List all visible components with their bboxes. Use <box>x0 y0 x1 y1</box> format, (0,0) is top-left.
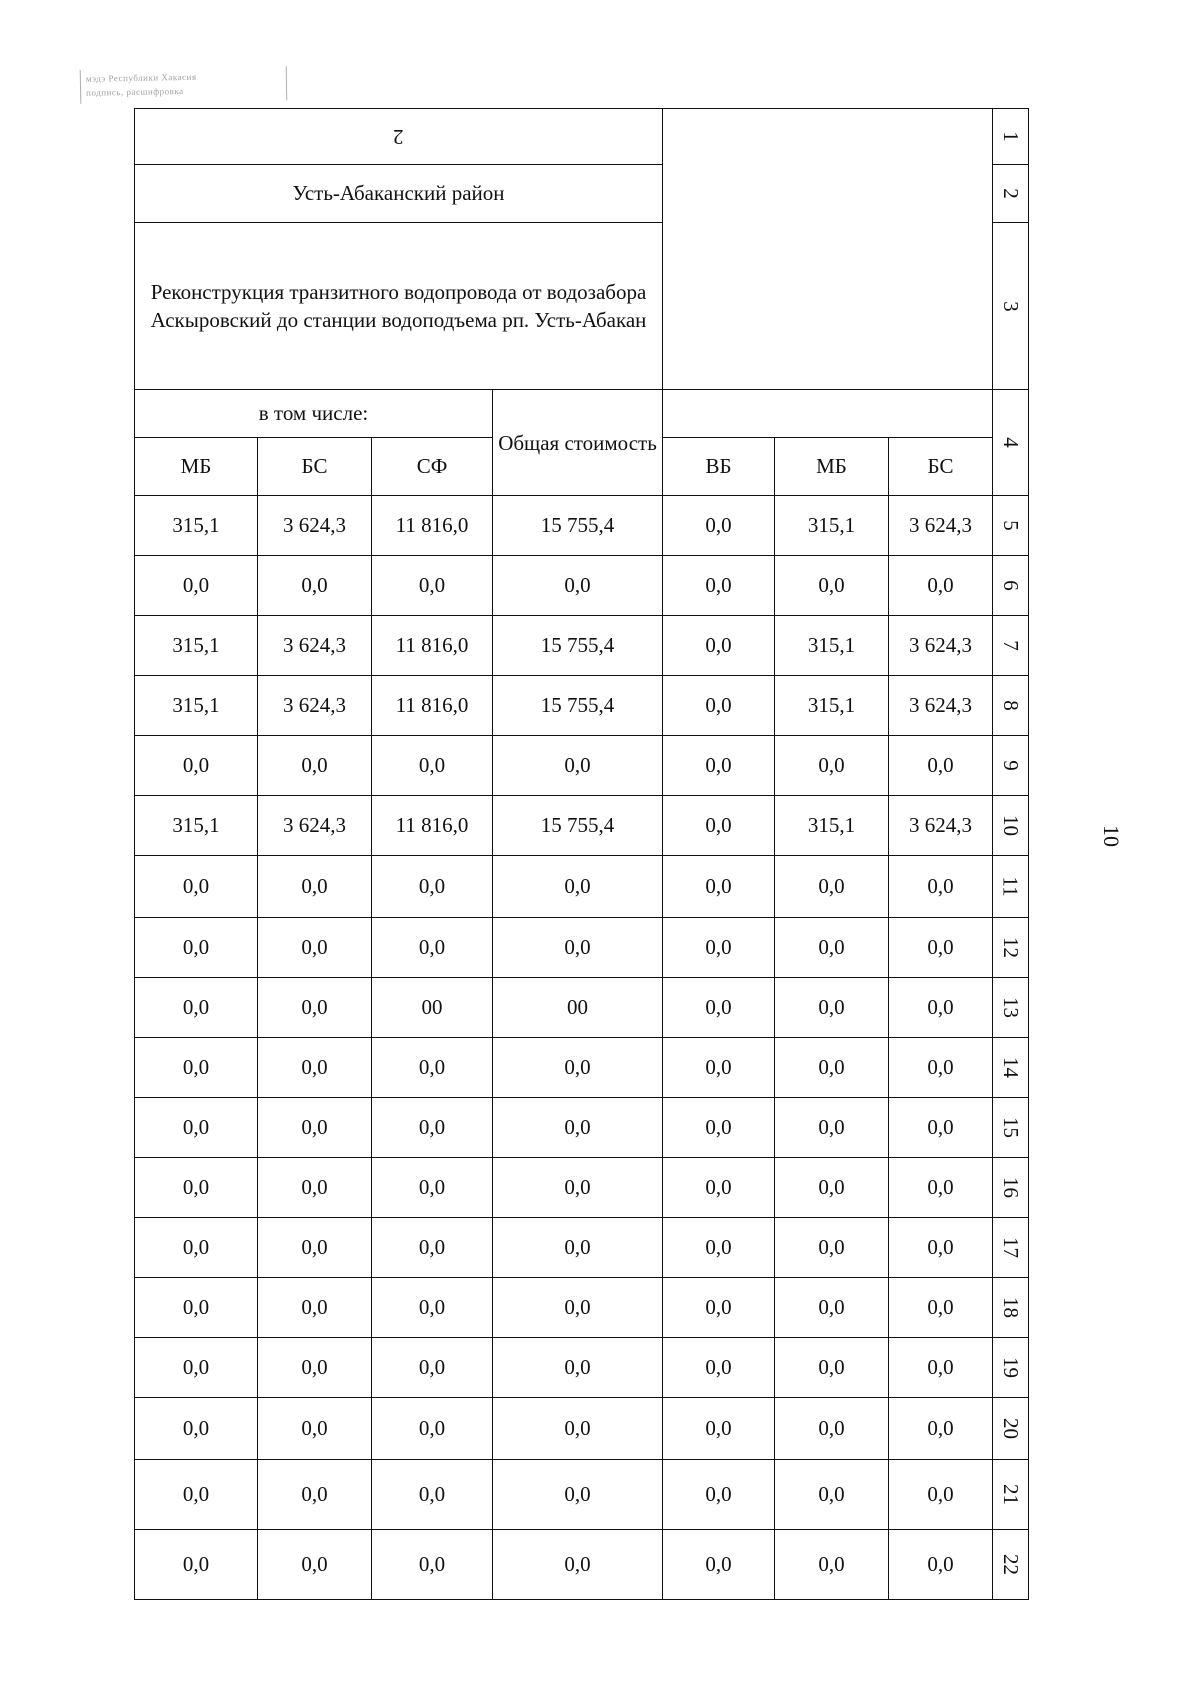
table-cell: 0,0 <box>258 1098 372 1158</box>
registration-stamp <box>80 60 291 110</box>
table-cell: 0,0 <box>889 1398 993 1460</box>
table-cell: 0,0 <box>372 1398 493 1460</box>
row-number: 17 <box>999 1237 1024 1258</box>
table-cell: 0,0 <box>663 676 775 736</box>
row-number-cell <box>993 1038 1029 1098</box>
row-number: 3 <box>999 300 1024 312</box>
table-cell: 0,0 <box>663 1338 775 1398</box>
table-cell: 00 <box>493 978 663 1038</box>
table-row <box>135 978 1029 1038</box>
table-cell: 0,0 <box>258 856 372 918</box>
table-cell: 0,0 <box>775 978 889 1038</box>
table-cell: 0,0 <box>372 1038 493 1098</box>
table-cell: 315,1 <box>135 616 258 676</box>
row-number-cell <box>993 556 1029 616</box>
table-cell: 0,0 <box>258 1278 372 1338</box>
table-row <box>135 1398 1029 1460</box>
project-title-cell <box>135 223 663 390</box>
row-number-cell <box>993 856 1029 918</box>
table-cell: 0,0 <box>663 1460 775 1530</box>
table-cell: 0,0 <box>258 1158 372 1218</box>
table-cell: 0,0 <box>889 736 993 796</box>
row-number-cell <box>993 1338 1029 1398</box>
row-number-cell <box>993 109 1029 165</box>
row-number: 13 <box>999 997 1024 1018</box>
row-number: 4 <box>999 437 1024 448</box>
table-cell: 0,0 <box>135 1338 258 1398</box>
table-row <box>135 1098 1029 1158</box>
table-cell: 15 755,4 <box>493 616 663 676</box>
table-cell: 315,1 <box>775 676 889 736</box>
blank-header-block <box>663 109 993 390</box>
table-cell: 0,0 <box>889 1460 993 1530</box>
table-cell: 0,0 <box>775 918 889 978</box>
table-cell: 0,0 <box>372 556 493 616</box>
table-cell: 15 755,4 <box>493 676 663 736</box>
table-cell: 3 624,3 <box>889 796 993 856</box>
column-header: БС <box>889 438 993 496</box>
row-number-cell <box>993 1098 1029 1158</box>
table-cell: 0,0 <box>775 556 889 616</box>
row-number-cell <box>993 1218 1029 1278</box>
table-cell: 0,0 <box>372 1278 493 1338</box>
row-number: 15 <box>999 1117 1024 1138</box>
table-cell: 0,0 <box>663 918 775 978</box>
row-number: 7 <box>999 640 1024 651</box>
table-cell: 0,0 <box>258 1398 372 1460</box>
table-cell: 0,0 <box>663 856 775 918</box>
table-cell: 11 816,0 <box>372 796 493 856</box>
table-cell: 0,0 <box>663 1398 775 1460</box>
row-number: 2 <box>999 188 1024 199</box>
table-cell: 0,0 <box>135 1460 258 1530</box>
table-cell: 0,0 <box>775 1158 889 1218</box>
table-cell: 3 624,3 <box>889 616 993 676</box>
table-cell: 0,0 <box>372 1460 493 1530</box>
table-cell: 3 624,3 <box>889 496 993 556</box>
including-label-cell <box>135 390 493 438</box>
table-cell: 0,0 <box>775 856 889 918</box>
table-cell: 15 755,4 <box>493 796 663 856</box>
row-number-cell <box>993 1530 1029 1600</box>
table-cell: 0,0 <box>663 736 775 796</box>
table-cell: 0,0 <box>372 918 493 978</box>
table-cell: 0,0 <box>493 1338 663 1398</box>
table-cell: 0,0 <box>775 1278 889 1338</box>
table-cell: 0,0 <box>135 736 258 796</box>
table-cell: 0,0 <box>889 1158 993 1218</box>
table-cell: 0,0 <box>493 1278 663 1338</box>
table-cell: 0,0 <box>258 978 372 1038</box>
table-row <box>135 556 1029 616</box>
table-cell: 0,0 <box>775 1398 889 1460</box>
table-cell: 0,0 <box>258 556 372 616</box>
table-cell: 0,0 <box>663 556 775 616</box>
table-cell: 0,0 <box>889 1098 993 1158</box>
row-number: 21 <box>999 1484 1024 1505</box>
table-cell: 0,0 <box>493 736 663 796</box>
table-cell: 00 <box>372 978 493 1038</box>
table-cell: 0,0 <box>663 496 775 556</box>
table-cell: 0,0 <box>775 1098 889 1158</box>
table-cell: 0,0 <box>372 1218 493 1278</box>
table-cell: 0,0 <box>135 918 258 978</box>
table-cell: 0,0 <box>889 1038 993 1098</box>
table-cell: 0,0 <box>493 918 663 978</box>
total-cost-label: Общая стоимость <box>498 430 657 455</box>
table-cell: 0,0 <box>889 1530 993 1600</box>
table-cell: 0,0 <box>775 736 889 796</box>
table-row <box>135 796 1029 856</box>
row-number-cell <box>993 736 1029 796</box>
table-cell: 0,0 <box>372 1338 493 1398</box>
row-number-cell <box>993 1398 1029 1460</box>
page-number: 10 <box>1099 825 1124 847</box>
column-header: ВБ <box>663 438 775 496</box>
table-cell: 0,0 <box>258 736 372 796</box>
row-number: 14 <box>999 1057 1024 1078</box>
table-cell: 0,0 <box>135 978 258 1038</box>
table-row <box>135 918 1029 978</box>
table-cell: 315,1 <box>135 496 258 556</box>
table-cell: 3 624,3 <box>889 676 993 736</box>
table-row <box>135 1338 1029 1398</box>
row-number: 8 <box>999 700 1024 711</box>
table-cell: 0,0 <box>493 556 663 616</box>
table-cell: 315,1 <box>135 796 258 856</box>
district-cell <box>135 165 663 223</box>
row-number: 11 <box>999 876 1024 897</box>
row-number: 1 <box>999 131 1024 142</box>
row-number-cell <box>993 1460 1029 1530</box>
table-cell: 0,0 <box>372 1530 493 1600</box>
table-cell: 0,0 <box>135 1218 258 1278</box>
including-label: в том числе: <box>258 401 369 425</box>
row-number-cell <box>993 1278 1029 1338</box>
table-cell: 0,0 <box>372 736 493 796</box>
table-cell: 0,0 <box>258 1530 372 1600</box>
table-cell: 0,0 <box>135 1530 258 1600</box>
total-cost-header <box>493 390 663 496</box>
header-number-cell <box>135 109 663 165</box>
table-cell: 0,0 <box>372 1158 493 1218</box>
table-cell: 0,0 <box>663 796 775 856</box>
table-cell: 0,0 <box>493 1460 663 1530</box>
table-cell: 0,0 <box>135 1398 258 1460</box>
table-cell: 0,0 <box>258 1038 372 1098</box>
table-cell: 0,0 <box>258 918 372 978</box>
table-cell: 0,0 <box>889 1218 993 1278</box>
row-number: 16 <box>999 1177 1024 1198</box>
row-number-cell <box>993 390 1029 496</box>
column-header: СФ <box>372 438 493 496</box>
row-number-cell <box>993 496 1029 556</box>
table-cell: 315,1 <box>775 796 889 856</box>
table-row <box>135 1218 1029 1278</box>
table-cell: 11 816,0 <box>372 496 493 556</box>
table-cell: 0,0 <box>372 1098 493 1158</box>
row-number: 19 <box>999 1357 1024 1378</box>
table-cell: 0,0 <box>135 1278 258 1338</box>
table-row <box>135 1530 1029 1600</box>
table-cell: 0,0 <box>889 556 993 616</box>
row-number: 9 <box>999 760 1024 771</box>
table-cell: 0,0 <box>775 1218 889 1278</box>
column-header: БС <box>258 438 372 496</box>
table-cell: 0,0 <box>663 1530 775 1600</box>
table-cell: 11 816,0 <box>372 676 493 736</box>
row-number-cell <box>993 165 1029 223</box>
district-name: Усть-Абаканский район <box>292 181 505 205</box>
row-number: 12 <box>999 937 1024 958</box>
table-cell: 0,0 <box>493 1158 663 1218</box>
table-cell: 0,0 <box>258 1338 372 1398</box>
row-number: 5 <box>999 520 1024 531</box>
table-cell: 0,0 <box>372 856 493 918</box>
stamp-line-1: мэдэ Республики Хакасия <box>85 71 197 84</box>
row-number-cell <box>993 1158 1029 1218</box>
table-cell: 315,1 <box>135 676 258 736</box>
table-cell: 0,0 <box>135 1098 258 1158</box>
table-cell: 0,0 <box>135 856 258 918</box>
column-header: МБ <box>135 438 258 496</box>
row-number-cell <box>993 223 1029 390</box>
table-cell: 3 624,3 <box>258 496 372 556</box>
row-number: 6 <box>999 580 1024 591</box>
table-cell: 0,0 <box>258 1218 372 1278</box>
table-cell: 0,0 <box>775 1038 889 1098</box>
table-cell: 0,0 <box>493 1398 663 1460</box>
table-row <box>135 1038 1029 1098</box>
table-cell: 3 624,3 <box>258 796 372 856</box>
row-number: 18 <box>999 1297 1024 1318</box>
table-cell: 0,0 <box>775 1530 889 1600</box>
table-cell: 0,0 <box>258 1460 372 1530</box>
table-row <box>135 856 1029 918</box>
project-title: Реконструкция транзитного водопровода от водозабора Аскыровский до станции водоподъема рп. Усть-Абакан <box>150 280 647 332</box>
table-cell: 0,0 <box>663 1038 775 1098</box>
table-cell: 0,0 <box>493 856 663 918</box>
table-cell: 0,0 <box>493 1530 663 1600</box>
row-number: 22 <box>999 1554 1024 1575</box>
table-cell: 3 624,3 <box>258 616 372 676</box>
table-cell: 0,0 <box>889 1338 993 1398</box>
table-cell: 0,0 <box>663 1098 775 1158</box>
table-cell: 0,0 <box>135 556 258 616</box>
row-number-cell <box>993 978 1029 1038</box>
table-cell: 0,0 <box>663 616 775 676</box>
table-cell: 0,0 <box>663 978 775 1038</box>
header-number: 2 <box>393 125 404 149</box>
table-cell: 0,0 <box>889 1278 993 1338</box>
row-number: 20 <box>999 1418 1024 1439</box>
table-row <box>135 676 1029 736</box>
row-number-cell <box>993 796 1029 856</box>
table-cell: 0,0 <box>135 1158 258 1218</box>
table-cell: 0,0 <box>889 918 993 978</box>
table-cell: 0,0 <box>493 1218 663 1278</box>
table-row <box>135 1460 1029 1530</box>
table-cell: 0,0 <box>775 1460 889 1530</box>
table-cell: 0,0 <box>493 1098 663 1158</box>
row-number-cell <box>993 918 1029 978</box>
table-row <box>135 616 1029 676</box>
table-cell: 0,0 <box>493 1038 663 1098</box>
table-cell: 315,1 <box>775 496 889 556</box>
table-cell: 0,0 <box>775 1338 889 1398</box>
stamp-line-2: подпись, расшифровка <box>86 86 184 98</box>
row-number-cell <box>993 676 1029 736</box>
table-cell: 0,0 <box>663 1218 775 1278</box>
table-cell: 0,0 <box>663 1158 775 1218</box>
table-row <box>135 1278 1029 1338</box>
table-row <box>135 736 1029 796</box>
table-row <box>135 496 1029 556</box>
table-cell: 0,0 <box>889 856 993 918</box>
table-cell: 0,0 <box>663 1278 775 1338</box>
financing-table <box>134 108 1029 1600</box>
table-cell: 11 816,0 <box>372 616 493 676</box>
table-row <box>135 1158 1029 1218</box>
blank-right-subheader <box>663 390 993 438</box>
column-header: МБ <box>775 438 889 496</box>
table-cell: 0,0 <box>135 1038 258 1098</box>
row-number-cell <box>993 616 1029 676</box>
table-cell: 15 755,4 <box>493 496 663 556</box>
table-cell: 3 624,3 <box>258 676 372 736</box>
row-number: 10 <box>999 815 1024 836</box>
table-cell: 315,1 <box>775 616 889 676</box>
table-cell: 0,0 <box>889 978 993 1038</box>
